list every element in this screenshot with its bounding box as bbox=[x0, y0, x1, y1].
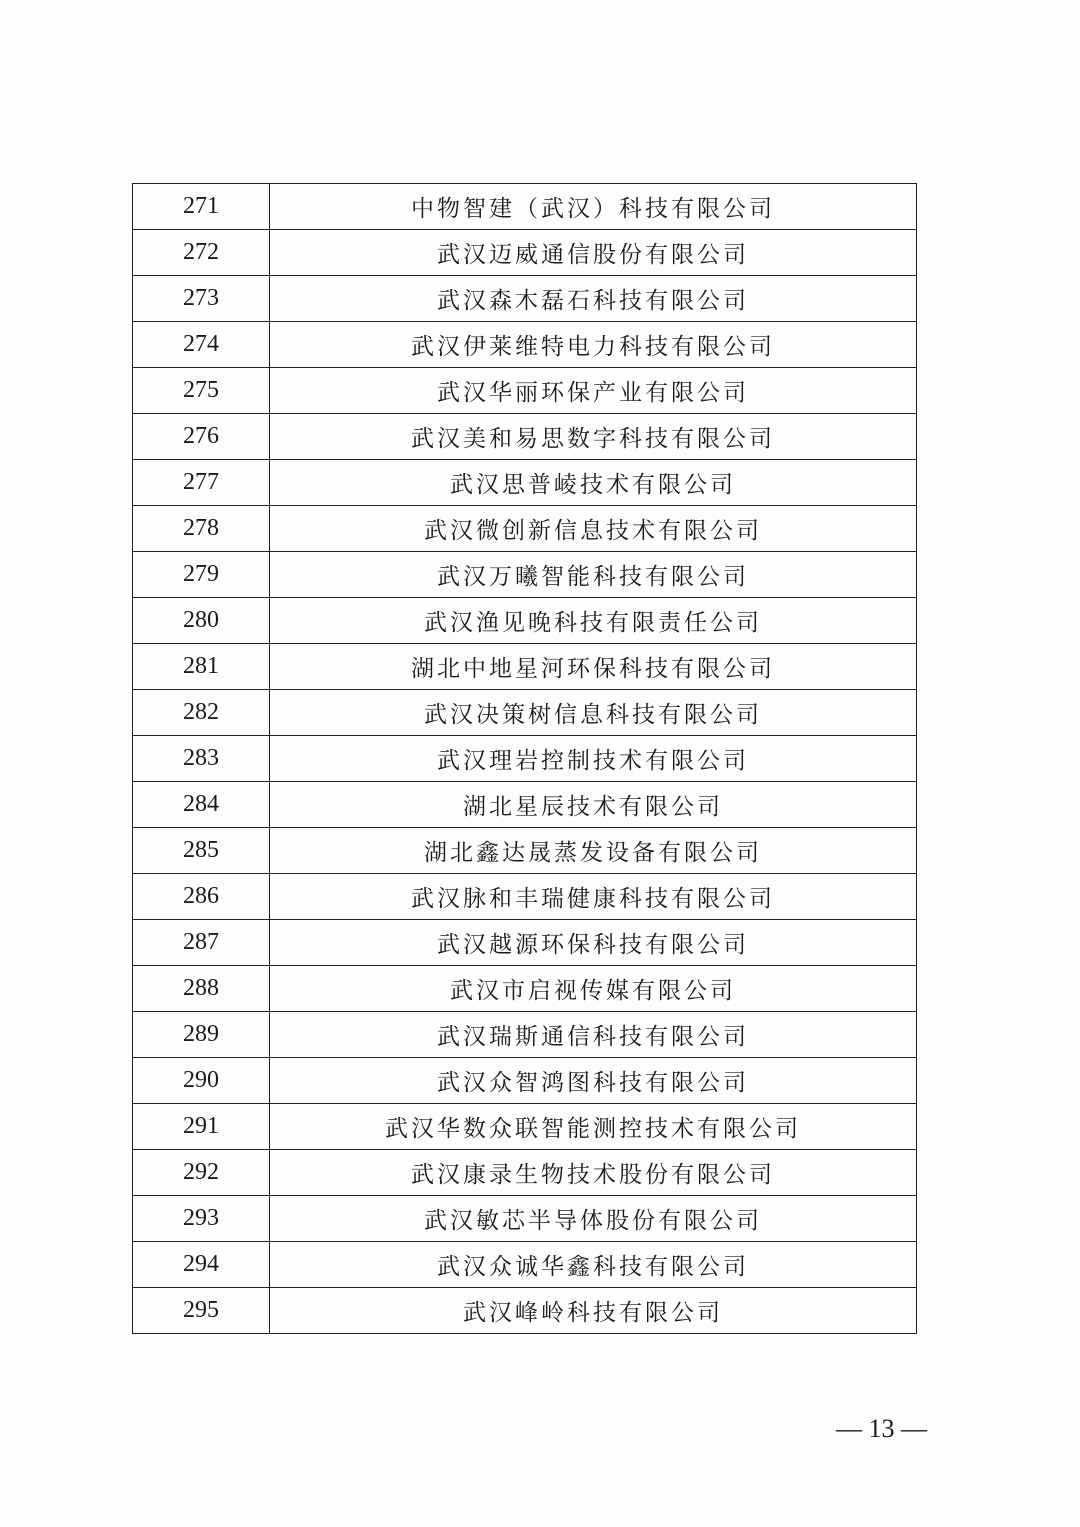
company-name-cell: 武汉迈威通信股份有限公司 bbox=[270, 230, 917, 276]
table-body bbox=[133, 184, 917, 1334]
table-row bbox=[133, 644, 917, 690]
row-number-cell: 289 bbox=[133, 1012, 270, 1058]
row-number-cell: 283 bbox=[133, 736, 270, 782]
row-number-cell: 282 bbox=[133, 690, 270, 736]
company-name-cell: 武汉市启视传媒有限公司 bbox=[270, 966, 917, 1012]
table-row bbox=[133, 184, 917, 230]
row-number-cell: 280 bbox=[133, 598, 270, 644]
page-number: — 13 — bbox=[836, 1414, 927, 1443]
table-row bbox=[133, 966, 917, 1012]
row-number-cell: 294 bbox=[133, 1242, 270, 1288]
company-list-table bbox=[132, 183, 917, 1334]
row-number-cell: 290 bbox=[133, 1058, 270, 1104]
row-number-cell: 292 bbox=[133, 1150, 270, 1196]
table-row bbox=[133, 460, 917, 506]
table-row bbox=[133, 276, 917, 322]
row-number-cell: 276 bbox=[133, 414, 270, 460]
row-number-cell: 287 bbox=[133, 920, 270, 966]
table-row bbox=[133, 552, 917, 598]
table-row bbox=[133, 598, 917, 644]
company-name-cell: 武汉众智鸿图科技有限公司 bbox=[270, 1058, 917, 1104]
row-number-cell: 279 bbox=[133, 552, 270, 598]
table-row bbox=[133, 690, 917, 736]
table-row bbox=[133, 414, 917, 460]
company-name-cell: 武汉森木磊石科技有限公司 bbox=[270, 276, 917, 322]
table-row bbox=[133, 1288, 917, 1334]
row-number-cell: 281 bbox=[133, 644, 270, 690]
row-number-cell: 277 bbox=[133, 460, 270, 506]
row-number-cell: 273 bbox=[133, 276, 270, 322]
company-name-cell: 武汉众诚华鑫科技有限公司 bbox=[270, 1242, 917, 1288]
company-name-cell: 武汉理岩控制技术有限公司 bbox=[270, 736, 917, 782]
company-name-cell: 湖北鑫达晟蒸发设备有限公司 bbox=[270, 828, 917, 874]
row-number-cell: 288 bbox=[133, 966, 270, 1012]
row-number-cell: 275 bbox=[133, 368, 270, 414]
table-row bbox=[133, 920, 917, 966]
table-row bbox=[133, 828, 917, 874]
row-number-cell: 284 bbox=[133, 782, 270, 828]
company-name-cell: 湖北星辰技术有限公司 bbox=[270, 782, 917, 828]
company-name-cell: 武汉美和易思数字科技有限公司 bbox=[270, 414, 917, 460]
row-number-cell: 295 bbox=[133, 1288, 270, 1334]
table-row bbox=[133, 1150, 917, 1196]
table-row bbox=[133, 322, 917, 368]
company-name-cell: 武汉脉和丰瑞健康科技有限公司 bbox=[270, 874, 917, 920]
table-row bbox=[133, 736, 917, 782]
company-name-cell: 中物智建（武汉）科技有限公司 bbox=[270, 184, 917, 230]
company-name-cell: 武汉渔见晚科技有限责任公司 bbox=[270, 598, 917, 644]
table-row bbox=[133, 1196, 917, 1242]
company-name-cell: 湖北中地星河环保科技有限公司 bbox=[270, 644, 917, 690]
company-name-cell: 武汉微创新信息技术有限公司 bbox=[270, 506, 917, 552]
table-row bbox=[133, 230, 917, 276]
company-name-cell: 武汉越源环保科技有限公司 bbox=[270, 920, 917, 966]
row-number-cell: 278 bbox=[133, 506, 270, 552]
table-row bbox=[133, 874, 917, 920]
table-row bbox=[133, 1242, 917, 1288]
table-row bbox=[133, 1104, 917, 1150]
table-row bbox=[133, 1012, 917, 1058]
row-number-cell: 271 bbox=[133, 184, 270, 230]
company-name-cell: 武汉瑞斯通信科技有限公司 bbox=[270, 1012, 917, 1058]
row-number-cell: 291 bbox=[133, 1104, 270, 1150]
table-row bbox=[133, 368, 917, 414]
table-row bbox=[133, 506, 917, 552]
company-name-cell: 武汉华数众联智能测控技术有限公司 bbox=[270, 1104, 917, 1150]
company-name-cell: 武汉峰岭科技有限公司 bbox=[270, 1288, 917, 1334]
company-name-cell: 武汉康录生物技术股份有限公司 bbox=[270, 1150, 917, 1196]
company-name-cell: 武汉敏芯半导体股份有限公司 bbox=[270, 1196, 917, 1242]
row-number-cell: 293 bbox=[133, 1196, 270, 1242]
company-name-cell: 武汉华丽环保产业有限公司 bbox=[270, 368, 917, 414]
row-number-cell: 285 bbox=[133, 828, 270, 874]
company-name-cell: 武汉伊莱维特电力科技有限公司 bbox=[270, 322, 917, 368]
row-number-cell: 272 bbox=[133, 230, 270, 276]
row-number-cell: 286 bbox=[133, 874, 270, 920]
table-row bbox=[133, 782, 917, 828]
company-name-cell: 武汉万曦智能科技有限公司 bbox=[270, 552, 917, 598]
row-number-cell: 274 bbox=[133, 322, 270, 368]
company-name-cell: 武汉决策树信息科技有限公司 bbox=[270, 690, 917, 736]
company-name-cell: 武汉思普崚技术有限公司 bbox=[270, 460, 917, 506]
table-row bbox=[133, 1058, 917, 1104]
